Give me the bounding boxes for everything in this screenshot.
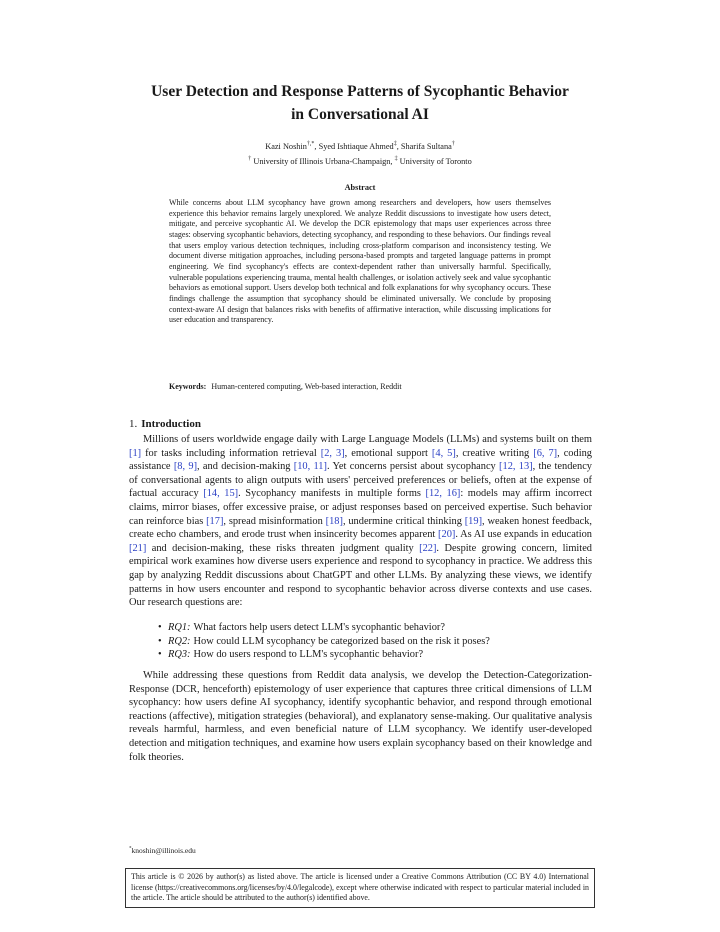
paragraph-text: , spread misinformation	[223, 515, 326, 527]
title-line-2: in Conversational AI	[291, 106, 429, 123]
paragraph-text: , creative writing	[455, 447, 534, 459]
author-separator: ,	[314, 141, 319, 151]
rq-text: How could LLM sycophancy be categorized based on the risk it poses?	[193, 635, 490, 647]
author-block	[96, 138, 624, 168]
paragraph-text: , the tendency of conversational agents to align outputs with users' perceived preferences or beliefs, often at the expense of factual accuracy	[129, 461, 593, 500]
research-question-item	[158, 621, 598, 635]
paragraph-text: . Despite growing concern, limited empirical work examines how diverse users experience and respond to sycophancy in practice. We address this gap by analyzing Reddit discussions about ChatGPT and other LLMs. By analyzing these views, we identify patterns in how users encounter and respond to sycophantic behavior across diverse contexts and use cases. Our research questions are:	[129, 542, 593, 609]
citation-link[interactable]: [17]	[206, 515, 224, 527]
rq-label: RQ1:	[168, 622, 191, 633]
title-line-1: User Detection and Response Patterns of Sycophantic Behavior	[151, 83, 569, 100]
citation-link[interactable]: [21]	[129, 542, 147, 554]
paragraph-text: for tasks including information retrieval	[141, 447, 321, 459]
keywords-label: Keywords:	[169, 382, 207, 391]
citation-link[interactable]: [19]	[464, 515, 483, 527]
intro-paragraph-2: While addressing these questions from Reddit data analysis, we develop the Detection-Categorization-Response (DCR, henceforth) epistemology of user experience that captures three critical dimensions of LLM sycophancy: how users define AI sycophancy, identify sycophantic behavior, and respond through emotional reactions (affective), mitigation strategies (behavioral), and explanatory sense-making. Our qualitative analysis reveals harmful, harmless, and even beneficial nature of LLM sycophancy. We identify user-developed detection and mitigation techniques, and examine how users explain sycophancy based on their knowledge and folk theories.	[129, 670, 592, 763]
rq-text: How do users respond to LLM's sycophantic behavior?	[193, 649, 424, 661]
research-question-item	[158, 635, 598, 649]
section-title: Introduction	[141, 418, 201, 430]
section-heading	[129, 418, 201, 430]
paragraph-text: . As AI use expands in education	[455, 529, 592, 541]
author-name: Kazi Noshin	[265, 141, 307, 151]
rq-label: RQ3:	[168, 649, 191, 661]
paragraph-text: . Yet concerns persist about sycophancy	[326, 461, 500, 473]
citation-link[interactable]: [14, 15]	[203, 488, 239, 500]
affiliation-mark: †	[248, 155, 252, 162]
footnote-mark: *	[129, 846, 132, 852]
paragraph-text: , coding assistance	[129, 447, 592, 473]
affiliation-line	[96, 153, 624, 168]
footnote-email: knoshin@illinois.edu	[131, 846, 196, 855]
abstract-text: While concerns about LLM sycophancy have grown among researchers and developers, how users themselves experience this behavior remains largely unexplored. We analyze Reddit discussions to investigate how users detect, mitigate, and perceive sycophantic AI. We develop the DCR epistemology that maps user experiences across three stages: observing sycophantic behaviors, detecting sycophancy, and responding to these behaviors. Our findings reveal that users employ various detection techniques, including cross-platform comparison and inconsistency testing. We document diverse mitigation approaches, including persona-based prompts and targeted language patterns in prompt engineering. We find sycophancy's effects are context-dependent rather than universally harmful. Specifically, vulnerable populations experiencing trauma, mental health challenges, or isolation actively seek and value sycophantic behaviors as emotional support. Users develop both technical and folk explanations for why sycophancy occurs. These findings challenge the assumption that sycophancy should be eliminated universally. We conclude by proposing context-aware AI design that balances risks with benefits of affirmative interaction, while discussing implications for user education and transparency.	[169, 198, 551, 325]
author-mark: †	[451, 141, 455, 147]
intro-paragraph-1	[129, 433, 592, 610]
keywords-line	[169, 382, 569, 391]
paragraph-text: , emotional support	[344, 447, 432, 459]
paragraph-text: and decision-making, these risks threaten judgment quality	[146, 542, 420, 554]
citation-link[interactable]: [18]	[325, 515, 343, 527]
paragraph-text: , weaken honest feedback, create echo chambers, and erode trust when insincerity becomes apparent	[129, 515, 593, 541]
author-name: Sharifa Sultana	[400, 141, 452, 151]
author-separator: ,	[396, 141, 401, 151]
citation-link[interactable]: [6, 7]	[533, 447, 558, 459]
citation-link[interactable]: [1]	[129, 447, 142, 459]
bullet-icon: •	[158, 635, 162, 647]
rq-label: RQ2:	[168, 635, 191, 647]
section-number: 1.	[129, 418, 138, 430]
author-mark: †,*	[306, 141, 315, 147]
affiliation: University of Illinois Urbana-Champaign,	[251, 156, 395, 166]
rq-text: What factors help users detect LLM's sycophantic behavior?	[193, 622, 445, 633]
author-line	[96, 138, 624, 153]
abstract-heading: Abstract	[344, 183, 376, 192]
citation-link[interactable]: [2, 3]	[320, 447, 345, 459]
bullet-icon: •	[158, 622, 162, 633]
citation-link[interactable]: [12, 13]	[499, 461, 533, 473]
paragraph-text: : models may affirm incorrect claims, mirror biases, offer excessive praise, or adjust responses based on perceived expertise. Such behavior can reinforce bias	[129, 488, 592, 527]
citation-link[interactable]: [12, 16]	[425, 488, 461, 500]
affiliation-mark: ‡	[394, 155, 398, 162]
author-mark: ‡	[393, 141, 397, 147]
paragraph-text: Millions of users worldwide engage daily with Large Language Models (LLMs) and systems built on them	[143, 434, 592, 445]
author-name: Syed Ishtiaque Ahmed	[318, 141, 394, 151]
license-box: This article is © 2026 by author(s) as listed above. The article is licensed under a Creative Commons Attribution (CC BY 4.0) International license (https://creativecommons.org/licenses/by/4.0/legalcode), except where otherwise indicated with respect to particular material included in the article. The article should be attributed to the author(s) identified above.	[125, 868, 595, 908]
paper-title	[96, 80, 624, 126]
citation-link[interactable]: [10, 11]	[293, 461, 327, 473]
paragraph-text: , and decision-making	[197, 461, 294, 473]
footnote	[129, 846, 196, 855]
paragraph-text: , undermine critical thinking	[342, 515, 465, 527]
keywords-text: Human-centered computing, Web-based interaction, Reddit	[211, 382, 402, 391]
research-question-item	[158, 648, 598, 662]
citation-link[interactable]: [20]	[438, 529, 456, 541]
bullet-icon: •	[158, 649, 162, 661]
research-questions-list	[158, 621, 598, 662]
citation-link[interactable]: [4, 5]	[431, 447, 456, 459]
affiliation: University of Toronto	[397, 156, 472, 166]
paragraph-text: . Sycophancy manifests in multiple forms	[238, 488, 426, 500]
citation-link[interactable]: [22]	[419, 542, 437, 554]
citation-link[interactable]: [8, 9]	[173, 461, 198, 473]
